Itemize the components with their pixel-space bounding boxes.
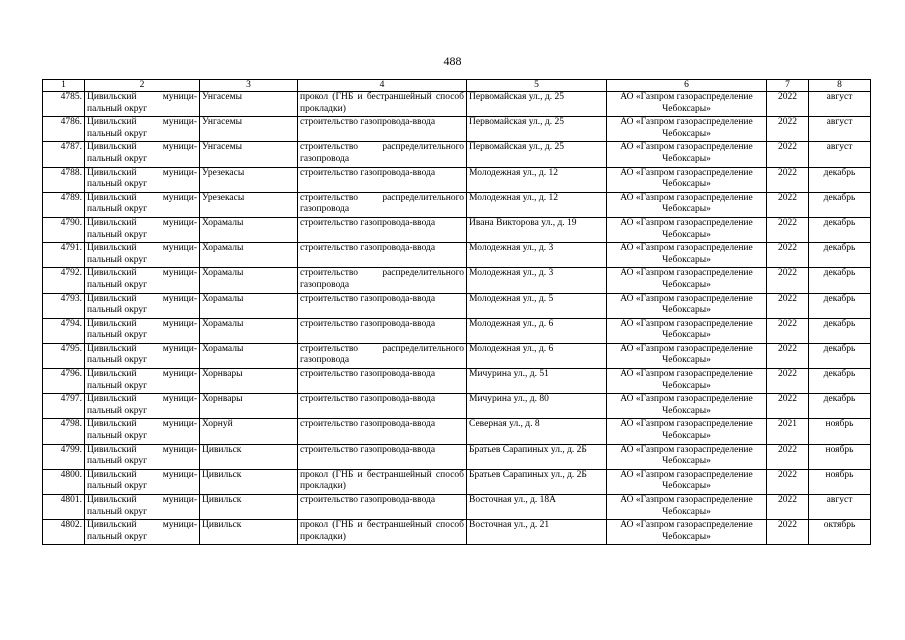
row-number: 4790. — [43, 217, 85, 242]
header-row — [43, 80, 871, 92]
row-number: 4802. — [43, 520, 85, 545]
work-type-cell: строительство распределительного газопровода — [298, 268, 467, 293]
municipality-line — [87, 394, 197, 406]
row-number: 4795. — [43, 343, 85, 368]
column-header: 7 — [767, 80, 809, 92]
municipality-word: муници- — [162, 343, 197, 354]
month-cell: ноябрь — [809, 469, 871, 494]
address-cell: Молодежная ул., д. 5 — [467, 293, 607, 318]
row-number: 4801. — [43, 495, 85, 520]
month-cell: декабрь — [809, 318, 871, 343]
year-cell: 2022 — [767, 469, 809, 494]
municipality-word: Цивильский — [87, 369, 137, 380]
municipality-word: Цивильский — [87, 268, 137, 279]
month-cell: октябрь — [809, 520, 871, 545]
organization-cell: АО «Газпром газораспределение Чебоксары» — [607, 167, 767, 192]
organization-cell: АО «Газпром газораспределение Чебоксары» — [607, 117, 767, 142]
year-cell: 2022 — [767, 117, 809, 142]
organization-cell: АО «Газпром газораспределение Чебоксары» — [607, 495, 767, 520]
month-cell: декабрь — [809, 394, 871, 419]
municipality-word: Цивильский — [87, 318, 137, 329]
municipality-word: муници- — [162, 192, 197, 203]
municipality-word: муници- — [162, 419, 197, 430]
municipality-word: Цивильский — [87, 92, 137, 102]
municipality-word: муници- — [162, 293, 197, 304]
municipality-word: Цивильский — [87, 419, 137, 430]
address-cell: Первомайская ул., д. 25 — [467, 142, 607, 167]
table-row — [43, 243, 871, 268]
settlement-cell: Хорнуй — [200, 419, 298, 444]
organization-cell: АО «Газпром газораспределение Чебоксары» — [607, 469, 767, 494]
municipality-cell — [85, 394, 200, 419]
row-number: 4789. — [43, 192, 85, 217]
row-number: 4794. — [43, 318, 85, 343]
row-number: 4791. — [43, 243, 85, 268]
municipality-word: Цивильский — [87, 167, 137, 178]
municipality-cell — [85, 142, 200, 167]
municipality-word: муници- — [162, 268, 197, 279]
municipality-word: Цивильский — [87, 469, 137, 480]
table-row — [43, 142, 871, 167]
work-type-cell: строительство распределительного газопровода — [298, 192, 467, 217]
work-type-cell: строительство газопровода-ввода — [298, 293, 467, 318]
address-cell: Молодежная ул., д. 6 — [467, 343, 607, 368]
municipality-line: пальный округ — [87, 481, 148, 492]
municipality-word: муници- — [162, 217, 197, 228]
work-type-cell: строительство распределительного газопровода — [298, 142, 467, 167]
settlement-cell: Цивильск — [200, 469, 298, 494]
organization-cell: АО «Газпром газораспределение Чебоксары» — [607, 369, 767, 394]
municipality-line: пальный округ — [87, 405, 148, 416]
address-cell: Восточная ул., д. 18А — [467, 495, 607, 520]
organization-cell: АО «Газпром газораспределение Чебоксары» — [607, 293, 767, 318]
work-type-cell: строительство газопровода-ввода — [298, 318, 467, 343]
row-number: 4788. — [43, 167, 85, 192]
municipality-line — [87, 520, 197, 532]
settlement-cell: Хорамалы — [200, 243, 298, 268]
municipality-cell — [85, 343, 200, 368]
address-cell: Молодежная ул., д. 12 — [467, 192, 607, 217]
municipality-line — [87, 168, 197, 180]
column-header: 2 — [85, 80, 200, 92]
address-cell: Ивана Викторова ул., д. 19 — [467, 217, 607, 242]
organization-cell: АО «Газпром газораспределение Чебоксары» — [607, 217, 767, 242]
address-cell: Северная ул., д. 8 — [467, 419, 607, 444]
year-cell: 2022 — [767, 167, 809, 192]
municipality-line: пальный округ — [87, 128, 148, 139]
municipality-cell — [85, 117, 200, 142]
table-row — [43, 117, 871, 142]
work-type-cell: строительство газопровода-ввода — [298, 394, 467, 419]
settlement-cell: Хорнвары — [200, 394, 298, 419]
municipality-line: пальный округ — [87, 506, 148, 517]
month-cell: декабрь — [809, 243, 871, 268]
municipality-line — [87, 445, 197, 457]
municipality-cell — [85, 495, 200, 520]
municipality-line — [87, 243, 197, 255]
month-cell: август — [809, 142, 871, 167]
municipality-line: пальный округ — [87, 380, 148, 391]
settlement-cell: Цивильск — [200, 520, 298, 545]
year-cell: 2022 — [767, 520, 809, 545]
year-cell: 2022 — [767, 495, 809, 520]
work-type-cell: прокол (ГНБ и бестраншейный способ прокладки) — [298, 92, 467, 117]
month-cell: декабрь — [809, 217, 871, 242]
month-cell: ноябрь — [809, 444, 871, 469]
municipality-word: Цивильский — [87, 117, 137, 128]
work-type-cell: строительство газопровода-ввода — [298, 495, 467, 520]
municipality-line — [87, 142, 197, 154]
municipality-cell — [85, 243, 200, 268]
municipality-word: муници- — [162, 394, 197, 405]
row-number: 4798. — [43, 419, 85, 444]
year-cell: 2022 — [767, 268, 809, 293]
municipality-cell — [85, 520, 200, 545]
organization-cell: АО «Газпром газораспределение Чебоксары» — [607, 142, 767, 167]
table-row — [43, 394, 871, 419]
year-cell: 2022 — [767, 444, 809, 469]
municipality-word: Цивильский — [87, 520, 137, 531]
month-cell: август — [809, 495, 871, 520]
address-cell: Братьев Сарапиных ул., д. 2Б — [467, 469, 607, 494]
row-number: 4785. — [43, 92, 85, 117]
table-row — [43, 520, 871, 545]
works-table — [42, 79, 871, 545]
table-row — [43, 369, 871, 394]
municipality-line — [87, 470, 197, 482]
table-row — [43, 217, 871, 242]
column-header: 4 — [298, 80, 467, 92]
table-row — [43, 343, 871, 368]
work-type-cell: прокол (ГНБ и бестраншейный способ прокладки) — [298, 520, 467, 545]
settlement-cell: Урезекасы — [200, 167, 298, 192]
settlement-cell: Цивильск — [200, 444, 298, 469]
work-type-cell: строительство газопровода-ввода — [298, 369, 467, 394]
row-number: 4786. — [43, 117, 85, 142]
settlement-cell: Хорамалы — [200, 268, 298, 293]
settlement-cell: Хорамалы — [200, 343, 298, 368]
work-type-cell: строительство газопровода-ввода — [298, 217, 467, 242]
row-number: 4792. — [43, 268, 85, 293]
organization-cell: АО «Газпром газораспределение Чебоксары» — [607, 444, 767, 469]
address-cell: Молодежная ул., д. 3 — [467, 243, 607, 268]
municipality-line: пальный округ — [87, 431, 148, 442]
organization-cell: АО «Газпром газораспределение Чебоксары» — [607, 268, 767, 293]
municipality-line — [87, 294, 197, 306]
address-cell: Мичурина ул., д. 80 — [467, 394, 607, 419]
organization-cell: АО «Газпром газораспределение Чебоксары» — [607, 243, 767, 268]
row-number: 4793. — [43, 293, 85, 318]
settlement-cell: Хорамалы — [200, 318, 298, 343]
municipality-line: пальный округ — [87, 355, 148, 366]
municipality-word: Цивильский — [87, 217, 137, 228]
month-cell: декабрь — [809, 268, 871, 293]
municipality-word: муници- — [162, 369, 197, 380]
month-cell: декабрь — [809, 192, 871, 217]
municipality-line: пальный округ — [87, 456, 148, 467]
address-cell: Восточная ул., д. 21 — [467, 520, 607, 545]
column-header: 1 — [43, 80, 85, 92]
work-type-cell: строительство распределительного газопровода — [298, 343, 467, 368]
address-cell: Молодежная ул., д. 12 — [467, 167, 607, 192]
organization-cell: АО «Газпром газораспределение Чебоксары» — [607, 192, 767, 217]
year-cell: 2022 — [767, 92, 809, 117]
month-cell: декабрь — [809, 369, 871, 394]
municipality-word: муници- — [162, 520, 197, 531]
year-cell: 2022 — [767, 243, 809, 268]
year-cell: 2022 — [767, 369, 809, 394]
organization-cell: АО «Газпром газораспределение Чебоксары» — [607, 520, 767, 545]
municipality-cell — [85, 268, 200, 293]
year-cell: 2022 — [767, 293, 809, 318]
row-number: 4787. — [43, 142, 85, 167]
year-cell: 2022 — [767, 394, 809, 419]
municipality-cell — [85, 192, 200, 217]
municipality-line — [87, 268, 197, 280]
work-type-cell: прокол (ГНБ и бестраншейный способ прокладки) — [298, 469, 467, 494]
municipality-line — [87, 344, 197, 356]
municipality-line: пальный округ — [87, 279, 148, 290]
municipality-line — [87, 495, 197, 507]
municipality-cell — [85, 293, 200, 318]
municipality-word: Цивильский — [87, 142, 137, 153]
settlement-cell: Унгасемы — [200, 117, 298, 142]
address-cell: Молодежная ул., д. 6 — [467, 318, 607, 343]
organization-cell: АО «Газпром газораспределение Чебоксары» — [607, 318, 767, 343]
municipality-cell — [85, 369, 200, 394]
municipality-line — [87, 319, 197, 331]
settlement-cell: Цивильск — [200, 495, 298, 520]
address-cell: Братьев Сарапиных ул., д. 2Б — [467, 444, 607, 469]
table-body — [43, 92, 871, 545]
year-cell: 2022 — [767, 343, 809, 368]
table-row — [43, 495, 871, 520]
month-cell: август — [809, 92, 871, 117]
table-row — [43, 419, 871, 444]
municipality-line: пальный округ — [87, 103, 148, 114]
month-cell: декабрь — [809, 293, 871, 318]
municipality-word: муници- — [162, 167, 197, 178]
municipality-cell — [85, 92, 200, 117]
organization-cell: АО «Газпром газораспределение Чебоксары» — [607, 419, 767, 444]
settlement-cell: Унгасемы — [200, 92, 298, 117]
municipality-word: муници- — [162, 469, 197, 480]
table-row — [43, 469, 871, 494]
municipality-cell — [85, 318, 200, 343]
organization-cell: АО «Газпром газораспределение Чебоксары» — [607, 343, 767, 368]
municipality-line: пальный округ — [87, 531, 148, 542]
municipality-line: пальный округ — [87, 153, 148, 164]
municipality-line: пальный округ — [87, 305, 148, 316]
settlement-cell: Урезекасы — [200, 192, 298, 217]
page-number: 488 — [443, 54, 462, 68]
municipality-word: муници- — [162, 117, 197, 128]
table-row — [43, 167, 871, 192]
municipality-cell — [85, 469, 200, 494]
municipality-line: пальный округ — [87, 330, 148, 341]
municipality-line — [87, 369, 197, 381]
municipality-word: Цивильский — [87, 243, 137, 254]
work-type-cell: строительство газопровода-ввода — [298, 243, 467, 268]
municipality-word: муници- — [162, 142, 197, 153]
municipality-word: Цивильский — [87, 394, 137, 405]
month-cell: декабрь — [809, 343, 871, 368]
address-cell: Мичурина ул., д. 51 — [467, 369, 607, 394]
work-type-cell: строительство газопровода-ввода — [298, 167, 467, 192]
municipality-cell — [85, 444, 200, 469]
organization-cell: АО «Газпром газораспределение Чебоксары» — [607, 394, 767, 419]
row-number: 4799. — [43, 444, 85, 469]
address-cell: Первомайская ул., д. 25 — [467, 117, 607, 142]
settlement-cell: Хорамалы — [200, 217, 298, 242]
municipality-word: муници- — [162, 243, 197, 254]
column-header: 5 — [467, 80, 607, 92]
column-header: 8 — [809, 80, 871, 92]
year-cell: 2022 — [767, 318, 809, 343]
month-cell: декабрь — [809, 167, 871, 192]
table-row — [43, 318, 871, 343]
table-row — [43, 268, 871, 293]
municipality-line — [87, 218, 197, 230]
municipality-cell — [85, 217, 200, 242]
row-number: 4797. — [43, 394, 85, 419]
municipality-word: Цивильский — [87, 192, 137, 203]
municipality-word: муници- — [162, 318, 197, 329]
year-cell: 2022 — [767, 217, 809, 242]
table-row — [43, 444, 871, 469]
year-cell: 2021 — [767, 419, 809, 444]
row-number: 4796. — [43, 369, 85, 394]
work-type-cell: строительство газопровода-ввода — [298, 419, 467, 444]
municipality-word: Цивильский — [87, 444, 137, 455]
year-cell: 2022 — [767, 142, 809, 167]
settlement-cell: Хорамалы — [200, 293, 298, 318]
row-number: 4800. — [43, 469, 85, 494]
municipality-line: пальный округ — [87, 254, 148, 265]
municipality-line: пальный округ — [87, 179, 148, 190]
column-header: 6 — [607, 80, 767, 92]
municipality-word: муници- — [162, 92, 197, 102]
organization-cell: АО «Газпром газораспределение Чебоксары» — [607, 92, 767, 117]
work-type-cell: строительство газопровода-ввода — [298, 444, 467, 469]
settlement-cell: Хорнвары — [200, 369, 298, 394]
municipality-line — [87, 92, 197, 104]
municipality-line: пальный округ — [87, 229, 148, 240]
work-type-cell: строительство газопровода-ввода — [298, 117, 467, 142]
municipality-cell — [85, 167, 200, 192]
column-header: 3 — [200, 80, 298, 92]
settlement-cell: Унгасемы — [200, 142, 298, 167]
year-cell: 2022 — [767, 192, 809, 217]
municipality-line — [87, 117, 197, 129]
table-row — [43, 92, 871, 117]
municipality-word: муници- — [162, 444, 197, 455]
municipality-word: Цивильский — [87, 293, 137, 304]
month-cell: август — [809, 117, 871, 142]
table-row — [43, 192, 871, 217]
municipality-line: пальный округ — [87, 204, 148, 215]
municipality-line — [87, 419, 197, 431]
municipality-line — [87, 193, 197, 205]
month-cell: ноябрь — [809, 419, 871, 444]
address-cell: Молодежная ул., д. 3 — [467, 268, 607, 293]
municipality-word: муници- — [162, 495, 197, 505]
address-cell: Первомайская ул., д. 25 — [467, 92, 607, 117]
municipality-word: Цивильский — [87, 343, 137, 354]
municipality-cell — [85, 419, 200, 444]
table-row — [43, 293, 871, 318]
municipality-word: Цивильский — [87, 495, 137, 505]
